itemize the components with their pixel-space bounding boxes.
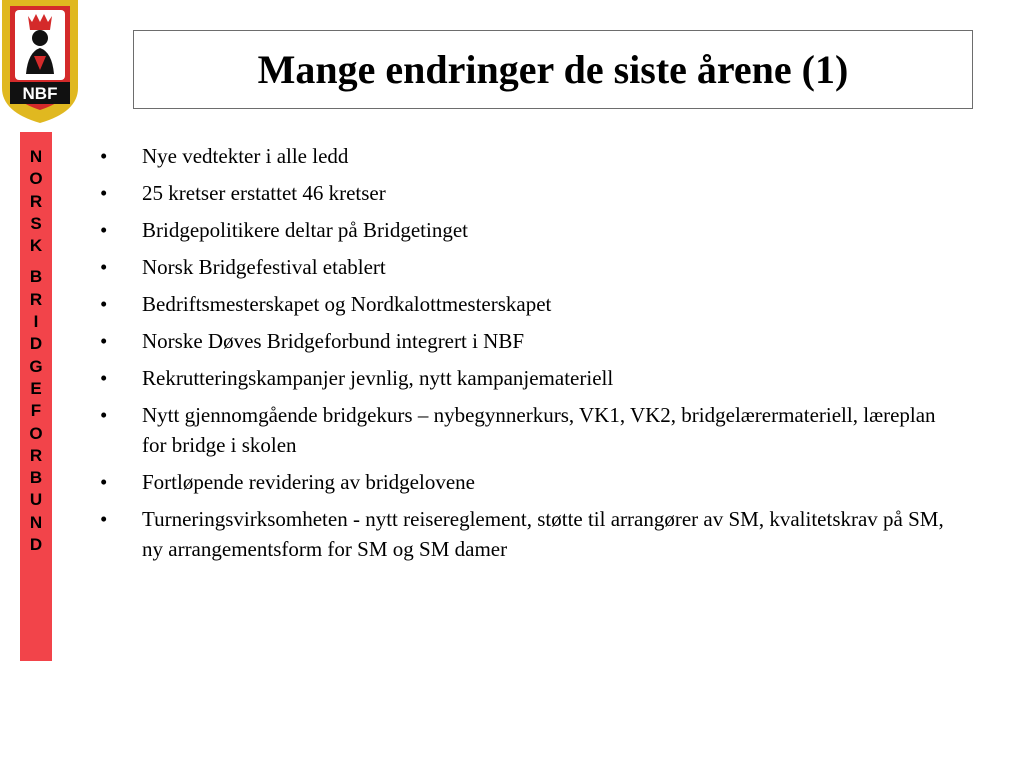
bullet-dot: • (100, 470, 108, 494)
slide-title: Mange endringer de siste årene (1) (257, 47, 849, 92)
bullet-dot: • (100, 366, 108, 390)
bullet-text: Rekrutteringskampanjer jevnlig, nytt kampanjemateriell (142, 366, 614, 390)
side-letter: E (30, 378, 42, 398)
list-item (100, 504, 960, 564)
bullet-text: Bedriftsmesterskapet og Nordkalottmesterskapet (142, 292, 552, 316)
title-box (133, 30, 973, 109)
nbf-logo (0, 0, 80, 124)
bullet-text: Nye vedtekter i alle ledd (142, 144, 349, 168)
bullet-dot: • (100, 507, 108, 531)
side-letter: D (29, 535, 43, 555)
bullet-text: Norske Døves Bridgeforbund integrert i NBF (142, 329, 525, 353)
bullet-dot: • (100, 181, 108, 205)
logo-king-head (32, 30, 48, 46)
bullet-dot: • (100, 144, 108, 168)
side-letter: U (29, 490, 43, 510)
list-item (100, 326, 960, 356)
side-letter: I (33, 312, 39, 332)
logo-text: NBF (22, 84, 58, 103)
bullet-text: Norsk Bridgefestival etablert (142, 255, 386, 279)
side-letter: D (29, 334, 43, 354)
bullet-text: Fortløpende revidering av bridgelovene (142, 470, 475, 494)
bullet-text: Turneringsvirksomheten - nytt reisereglement, støtte til arrangører av SM, kvalitetskrav på SM, ny arrangementsform for SM og SM damer (142, 507, 944, 561)
bullet-text: Bridgepolitikere deltar på Bridgetinget (142, 218, 468, 242)
bullet-dot: • (100, 292, 108, 316)
side-letter: F (30, 401, 42, 421)
vertical-side-bar (20, 132, 52, 661)
bullet-dot: • (100, 329, 108, 353)
list-item (100, 289, 960, 319)
bullet-dot: • (100, 403, 108, 427)
list-item (100, 363, 960, 393)
bullet-list (100, 141, 960, 571)
list-item (100, 215, 960, 245)
side-letter: B (29, 468, 43, 488)
list-item (100, 141, 960, 171)
side-word-bridgeforbund (20, 266, 52, 556)
list-item (100, 467, 960, 497)
side-letter: S (30, 213, 42, 233)
side-letter: B (29, 267, 43, 287)
side-letter: R (29, 445, 43, 465)
bullet-text: Nytt gjennomgående bridgekurs – nybegynnerkurs, VK1, VK2, bridgelærermateriell, læreplan for bridge i skolen (142, 403, 936, 457)
nbf-logo-graphic (0, 0, 80, 124)
list-item (100, 252, 960, 282)
side-letter: R (29, 289, 43, 309)
side-letter: N (29, 512, 43, 532)
side-letter: O (29, 169, 43, 189)
list-item (100, 400, 960, 460)
side-word-norsk (20, 146, 52, 257)
bullet-dot: • (100, 218, 108, 242)
side-letter: N (29, 147, 43, 166)
bullet-text: 25 kretser erstattet 46 kretser (142, 181, 386, 205)
side-letter: R (29, 191, 43, 211)
side-letter: K (29, 236, 43, 256)
bullet-dot: • (100, 255, 108, 279)
list-item (100, 178, 960, 208)
side-letter: G (29, 356, 43, 376)
side-letter: O (29, 423, 43, 443)
